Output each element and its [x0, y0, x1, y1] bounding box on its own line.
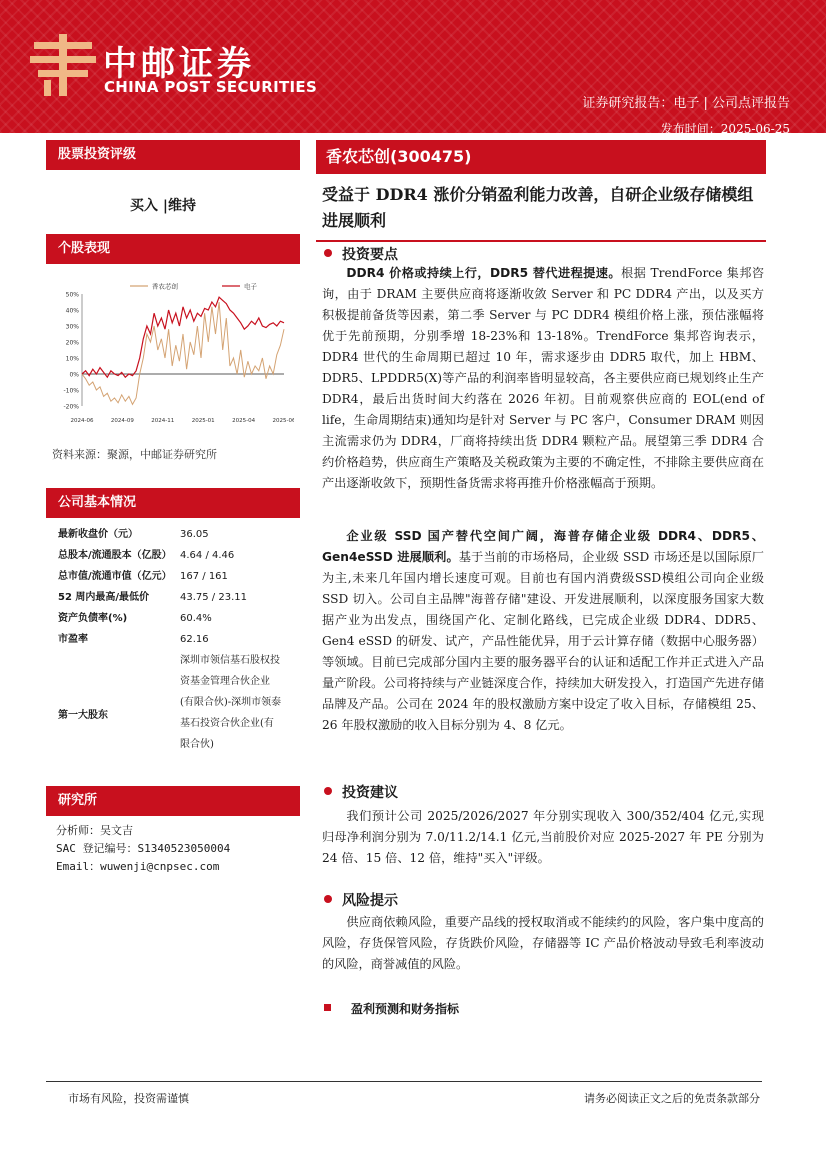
report-header [0, 0, 826, 133]
y-tick-label: -10% [63, 387, 79, 395]
legend-label: 电子 [244, 282, 257, 291]
analyst-info [56, 822, 230, 876]
y-tick-label: 30% [65, 323, 79, 331]
section-label: 投资建议 [342, 785, 398, 801]
bullet-icon [324, 787, 332, 795]
paragraph-enterprise-ssd [322, 526, 764, 736]
y-tick-label: 40% [65, 307, 79, 315]
footer-risk-note: 市场有风险，投资需谨慎 [68, 1092, 189, 1105]
info-value: 167 / 161 [180, 571, 228, 582]
report-category: 证券研究报告：电子 | 公司点评报告 [582, 96, 790, 111]
info-row-52w-range [58, 587, 298, 608]
analyst-sac: SAC 登记编号：S1340523050004 [56, 842, 231, 855]
company-name-en: CHINA POST SECURITIES [104, 78, 318, 96]
paragraph-advice: 我们预计公司 2025/2026/2027 年分别实现收入 300/352/404 亿元,实现归母净利润分别为 7.0/11.2/14.1 亿元,当前股价对应 2025-2027 年 PE 分别为 24 倍、15 倍、12 倍，维持"买入"评级。 [322, 809, 764, 865]
shareholder-line: 深圳市领信基石股权投 [180, 655, 280, 666]
info-value: 4.64 / 4.46 [180, 550, 235, 561]
x-tick-label: 2024-11 [151, 418, 175, 424]
x-tick-label: 2024-06 [70, 418, 94, 424]
rating-heading: 股票投资评级 [46, 140, 300, 170]
info-value [180, 650, 298, 755]
section-forecast [324, 1000, 459, 1017]
section-label: 投资要点 [342, 247, 398, 263]
x-tick-label: 2025-06 [272, 418, 294, 424]
info-label: 总股本/流通股本（亿股） [58, 550, 172, 561]
chart-source: 资料来源：聚源，中邮证券研究所 [52, 448, 217, 461]
company-info-heading: 公司基本情况 [46, 488, 300, 518]
company-info-table [58, 524, 298, 755]
y-tick-label: -20% [63, 403, 79, 411]
shareholder-line: 基石投资合伙企业(有 [180, 718, 274, 729]
info-row-debt-ratio [58, 608, 298, 629]
section-investment-advice [324, 782, 398, 802]
research-heading: 研究所 [46, 786, 300, 816]
report-title: 受益于 DDR4 涨价分销盈利能力改善，自研企业级存储模组进展顺利 [322, 185, 754, 230]
info-label: 总市值/流通市值（亿元） [58, 571, 172, 582]
info-label: 市盈率 [58, 634, 88, 645]
bullet-icon [324, 249, 332, 257]
footer-divider [46, 1081, 762, 1082]
analyst-email: Email：wuwenji@cnpsec.com [56, 860, 220, 873]
info-value: 60.4% [180, 613, 212, 624]
shareholder-line: (有限合伙)-深圳市领泰 [180, 697, 282, 708]
paragraph-lead: DDR4 价格或持续上行，DDR5 替代进程提速。 [346, 266, 621, 280]
performance-heading: 个股表现 [46, 234, 300, 264]
stock-performance-chart [52, 278, 294, 428]
x-tick-label: 2025-04 [232, 418, 256, 424]
info-row-close-price [58, 524, 298, 545]
info-row-shares [58, 545, 298, 566]
company-name-cn: 中邮证券 [103, 44, 255, 84]
x-tick-label: 2024-09 [110, 418, 134, 424]
bullet-icon [324, 895, 332, 903]
paragraph-lead: 企业级 SSD 国产替代空间广阔，海普存储企业级 DDR4、DDR5、Gen4eSSD 进展顺利。 [322, 529, 764, 564]
info-row-market-cap [58, 566, 298, 587]
y-tick-label: 0% [69, 371, 79, 379]
info-row-top-shareholder [58, 650, 298, 755]
stock-title: 香农芯创(300475) [316, 140, 766, 174]
paragraph-body: 基于当前的市场格局，企业级 SSD 市场还是以国际原厂为主,未来几年国内增长速度可观。目前也有国内消费级SSD模组公司向企业级 SSD 切入。公司自主品牌"海普存储"建设、开发进展顺利，以深度服务国家大数据产业为出发点，围绕国产化、定制化路线，已完成企业级 DDR4、DDR5、Gen4 eSSD 的研发、试产，产品性能优异，用于云计算存储（数据中心服务器）等领域。目前已完成部分国内主要的服务器平台的认证和适配工作并正式进入产品量产阶段。公司将持续与产业链深度合作，持续加大研发投入，打造国产先进存储品牌及产品。公司在 2024 年的股权激励方案中设定了收入目标，存储模组 25、26 年股权激励的收入目标分别为 4、8 亿元。 [322, 550, 764, 732]
legend-label: 香农芯创 [152, 282, 178, 291]
info-row-pe [58, 629, 298, 650]
info-label: 资产负债率(%) [58, 613, 128, 624]
y-tick-label: 20% [65, 339, 79, 347]
shareholder-line: 限合伙) [180, 739, 214, 750]
square-bullet-icon [324, 1004, 331, 1011]
x-tick-label: 2025-01 [191, 418, 215, 424]
shareholder-line: 资基金管理合伙企业 [180, 676, 270, 687]
series-line [82, 302, 284, 404]
info-label: 第一大股东 [58, 710, 108, 721]
y-tick-label: 50% [65, 291, 79, 299]
info-label: 52 周内最高/最低价 [58, 592, 150, 603]
china-post-logo-icon [30, 34, 96, 96]
y-tick-label: 10% [65, 355, 79, 363]
section-label: 盈利预测和财务指标 [351, 1002, 460, 1016]
paragraph-body: 根据 TrendForce 集邦咨询，由于 DRAM 主要供应商将逐渐收敛 Server 和 PC DDR4 产出，以及买方积极提前备货等因素，第二季 Server 与 PC DDR4 模组价格上涨，预估涨幅将优于先前预期，分别季增 18-23%和 13-18%。TrendForce 集邦咨询表示，DDR4 世代的生命周期已超过 10 年，需求逐步由 DDR5 取代，加上 HBM、DDR5、LPDDR5(X)等产品的利润率皆明显较高，各主要供应商已规划终止生产 DDR4，最后出货时间大约落在 2026 年初。目前观察供应商的 EOL(end of life，生命周期结束)通知均是针对 Server 与 PC 客户，Consumer DRAM 则因主流需求仍为 DDR4，厂商将持续出货 DDR4 颗粒产品。展望第三季 DDR4 合约价格趋势，供应商生产策略及关税政策为主要的不确定性，不排除主要供应商在产出逐渐收敛下，预期性备货需求将再推升价格涨幅高于预期。 [322, 266, 765, 490]
info-value: 43.75 / 23.11 [180, 592, 247, 603]
title-divider [316, 240, 766, 242]
publish-date: 发布时间：2025-06-25 [660, 122, 790, 133]
paragraph-ddr4 [322, 263, 764, 494]
analyst-name: 分析师：吴文吉 [56, 824, 133, 837]
section-label: 风险提示 [342, 893, 398, 909]
stock-rating: 买入 |维持 [130, 198, 196, 214]
info-value: 62.16 [180, 634, 209, 645]
info-label: 最新收盘价（元） [58, 529, 138, 540]
section-investment-highlights [324, 244, 398, 264]
performance-chart-svg [52, 278, 294, 428]
footer-disclaimer-note: 请务必阅读正文之后的免责条款部分 [584, 1092, 760, 1105]
paragraph-risk: 供应商依赖风险，重要产品线的授权取消或不能续约的风险，客户集中度高的风险，存货保管风险，存货跌价风险，存储器等 IC 产品价格波动导致毛利率波动的风险，商誉减值的风险。 [322, 915, 764, 971]
section-risk [324, 890, 398, 910]
info-value: 36.05 [180, 529, 209, 540]
